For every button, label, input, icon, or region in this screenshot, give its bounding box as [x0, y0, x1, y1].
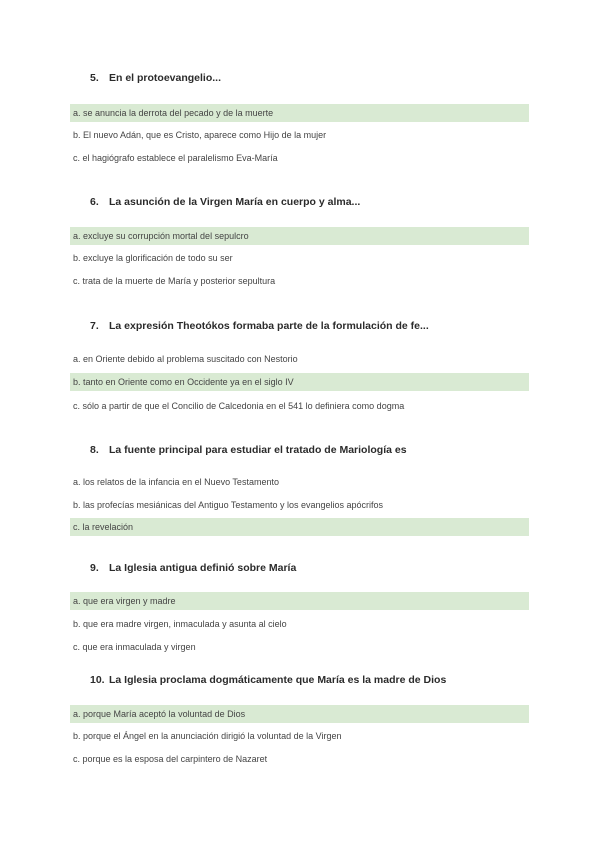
question-6-option-a[interactable]: a. excluye su corrupción mortal del sepulcro [70, 227, 529, 245]
question-10-option-a[interactable]: a. porque María aceptó la voluntad de Dios [70, 705, 529, 723]
question-text: La fuente principal para estudiar el tratado de Mariología es [109, 444, 407, 456]
question-6-option-b[interactable]: b. excluye la glorificación de todo su ser [73, 253, 233, 263]
question-7-option-a[interactable]: a. en Oriente debido al problema suscitado con Nestorio [73, 354, 298, 364]
question-10-option-b[interactable]: b. porque el Ángel en la anunciación dirigió la voluntad de la Virgen [73, 731, 342, 741]
question-8-option-c[interactable]: c. la revelación [70, 518, 529, 536]
question-10-option-c[interactable]: c. porque es la esposa del carpintero de Nazaret [73, 754, 268, 764]
question-8-option-a[interactable]: a. los relatos de la infancia en el Nuevo Testamento [73, 477, 279, 487]
question-number: 7. [90, 320, 99, 332]
question-9-option-b[interactable]: b. que era madre virgen, inmaculada y asunta al cielo [73, 619, 287, 629]
question-9-option-a[interactable]: a. que era virgen y madre [70, 592, 529, 610]
question-5-heading [90, 71, 580, 85]
question-10-heading [90, 673, 580, 687]
question-text: La expresión Theotókos formaba parte de la formulación de fe... [109, 320, 429, 332]
question-9-heading [90, 561, 580, 575]
question-8-heading [90, 443, 580, 457]
question-number: 5. [90, 72, 99, 84]
question-6-option-c[interactable]: c. trata de la muerte de María y posterior sepultura [73, 276, 276, 286]
question-5-option-c[interactable]: c. el hagiógrafo establece el paralelismo Eva-María [73, 153, 278, 163]
question-7-option-c[interactable]: c. sólo a partir de que el Concilio de Calcedonia en el 541 lo definiera como dogma [73, 401, 405, 411]
question-7-heading [90, 319, 580, 333]
question-text: La Iglesia antigua definió sobre María [109, 562, 297, 574]
question-number: 8. [90, 444, 99, 456]
question-text: En el protoevangelio... [109, 72, 222, 84]
question-5-option-a[interactable]: a. se anuncia la derrota del pecado y de la muerte [70, 104, 529, 122]
question-8-option-b[interactable]: b. las profecías mesiánicas del Antiguo Testamento y los evangelios apócrifos [73, 500, 384, 510]
question-text: La asunción de la Virgen María en cuerpo y alma... [109, 196, 361, 208]
question-number: 6. [90, 196, 99, 208]
question-number: 9. [90, 562, 99, 574]
question-text: La Iglesia proclama dogmáticamente que María es la madre de Dios [109, 674, 447, 686]
question-7-option-b[interactable]: b. tanto en Oriente como en Occidente ya en el siglo IV [70, 373, 529, 391]
question-9-option-c[interactable]: c. que era inmaculada y virgen [73, 642, 196, 652]
question-number: 10. [90, 674, 105, 686]
question-6-heading [90, 195, 580, 209]
question-5-option-b[interactable]: b. El nuevo Adán, que es Cristo, aparece como Hijo de la mujer [73, 130, 327, 140]
